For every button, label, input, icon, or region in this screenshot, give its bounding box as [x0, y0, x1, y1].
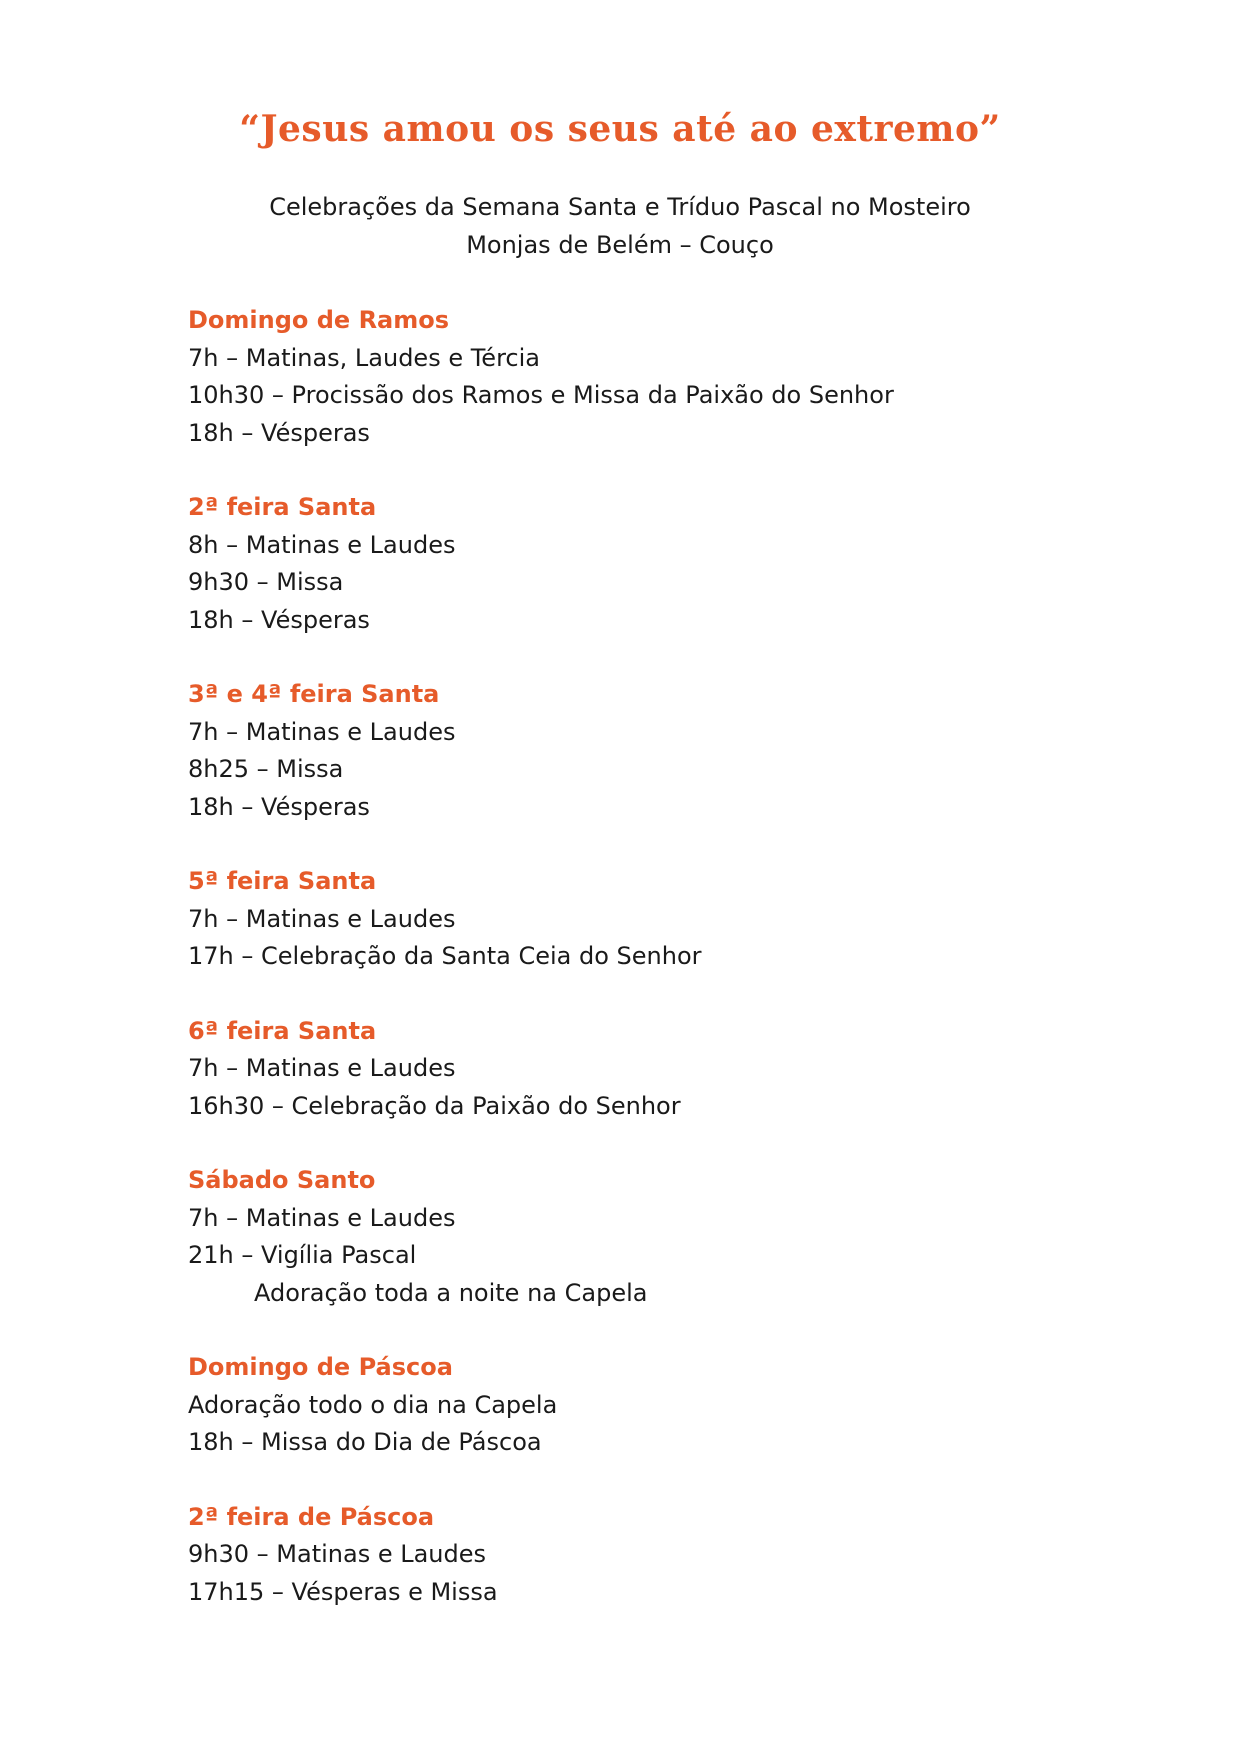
day-sexta-feira-santa	[188, 1013, 1148, 1126]
day-quinta-feira-santa	[188, 863, 1148, 976]
schedule-entry: 18h – Vésperas	[188, 605, 370, 634]
day-heading: Domingo de Ramos	[188, 306, 450, 334]
day-segunda-feira-de-pascoa	[188, 1499, 1148, 1612]
schedule-entry: 7h – Matinas e Laudes	[188, 717, 456, 746]
schedule-entry: 17h15 – Vésperas e Missa	[188, 1577, 498, 1606]
schedule	[188, 302, 1148, 1648]
schedule-entry: 16h30 – Celebração da Paixão do Senhor	[188, 1091, 681, 1120]
schedule-entry: 18h – Missa do Dia de Páscoa	[188, 1428, 542, 1456]
subtitle	[0, 189, 1240, 264]
day-heading: Sábado Santo	[188, 1166, 376, 1194]
day-heading: 2ª feira Santa	[188, 493, 377, 521]
page-title: “Jesus amou os seus até ao extremo”	[239, 108, 1001, 150]
schedule-entry: 18h – Vésperas	[188, 792, 370, 821]
schedule-entry-note: Adoração toda a noite na Capela	[254, 1278, 648, 1307]
day-domingo-de-ramos	[188, 302, 1148, 452]
day-heading: 6ª feira Santa	[188, 1016, 377, 1045]
day-heading: 5ª feira Santa	[188, 867, 377, 895]
day-segunda-feira-santa	[188, 489, 1148, 639]
day-heading: Domingo de Páscoa	[188, 1353, 453, 1381]
schedule-entry: 8h – Matinas e Laudes	[188, 530, 456, 559]
day-domingo-de-pascoa	[188, 1349, 1148, 1462]
schedule-entry: 9h30 – Missa	[188, 568, 344, 596]
schedule-entry: 7h – Matinas, Laudes e Tércia	[188, 343, 540, 372]
schedule-entry: 7h – Matinas e Laudes	[188, 1054, 456, 1082]
schedule-entry: 7h – Matinas e Laudes	[188, 904, 456, 933]
schedule-entry: Adoração todo o dia na Capela	[188, 1390, 558, 1419]
schedule-entry: 17h – Celebração da Santa Ceia do Senhor	[188, 942, 702, 970]
schedule-entry: 7h – Matinas e Laudes	[188, 1203, 456, 1232]
subtitle-line-2: Monjas de Belém – Couço	[466, 230, 774, 259]
subtitle-line-1: Celebrações da Semana Santa e Tríduo Pascal no Mosteiro	[269, 193, 971, 221]
schedule-entry: 18h – Vésperas	[188, 418, 370, 447]
schedule-entry: 10h30 – Procissão dos Ramos e Missa da Paixão do Senhor	[188, 381, 894, 409]
day-heading: 2ª feira de Páscoa	[188, 1502, 435, 1531]
day-sabado-santo	[188, 1162, 1148, 1312]
day-terca-quarta-feira-santa	[188, 676, 1148, 826]
schedule-entry: 9h30 – Matinas e Laudes	[188, 1540, 487, 1568]
schedule-entry: 8h25 – Missa	[188, 755, 344, 783]
day-heading: 3ª e 4ª feira Santa	[188, 680, 440, 708]
schedule-entry: 21h – Vigília Pascal	[188, 1241, 417, 1269]
